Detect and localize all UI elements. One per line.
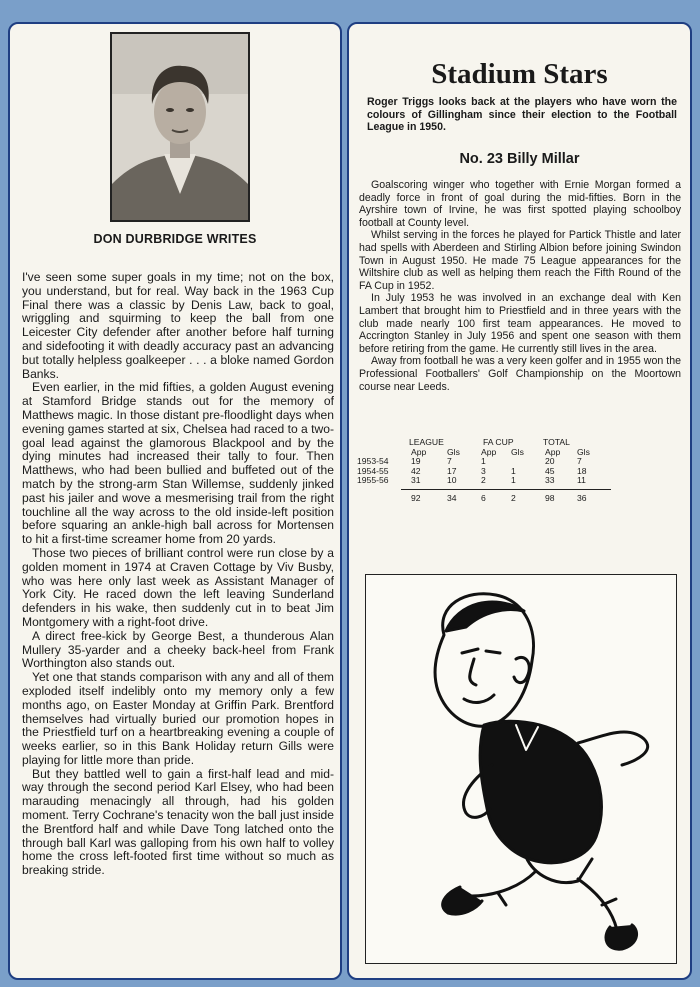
total-value: 34 — [447, 492, 457, 503]
totals-rule — [401, 489, 611, 490]
season: 1955-56 — [357, 475, 389, 486]
subhead: Gls — [577, 446, 590, 457]
stat-value: 20 — [545, 456, 555, 467]
stat-value: 3 — [481, 465, 486, 476]
subhead: Gls — [511, 446, 524, 457]
stat-value: 45 — [545, 465, 555, 476]
bio-paragraph: Goalscoring winger who together with Ernie Morgan formed a deadly force in front of goal during the mid-fifties. Born in the Ayrshire town of Irvine, he was first spotted playing schoolboy football at County level. — [359, 179, 681, 229]
column-paragraph: Those two pieces of brilliant control were run close by a golden moment in 1974 at Craven Cottage by Viv Busby, who was here only last week as Assistant Manager of York City. He raced down the left leaving Sunderland defenders in his wake, then suddenly cut in to beat Jim Montgomery with a right-foot drive. — [22, 545, 334, 629]
column-paragraph: Even earlier, in the mid fifties, a golden August evening at Stamford Bridge stands out for the memory of Matthews magic. In those distant pre-floodlight days when evening games started at six, Chelsea had raced to a two-goal lead against the glamorous Blackpool and by the dying minutes had increased their tally to four. Then Matthews, who had been bullied and buffeted out of the match by the strong-arm Stan Willemse, suddenly jinked past his jailer and wove a mesmerising trail from the right touchline all the way across to the old inside-left position before squaring an ankle-high ball across for Mortensen to hit a first-time screamer home from 20 yards. — [22, 380, 334, 547]
subhead: Gls — [447, 446, 460, 457]
stat-value: 1 — [511, 475, 516, 486]
stadium-stars-panel — [347, 22, 692, 980]
season: 1953-54 — [357, 456, 389, 467]
bio-paragraph: Away from football he was a very keen golfer and in 1955 won the Professional Footballers' Golf Championship on the Moortown course near Leeds. — [359, 355, 681, 393]
stat-value: 19 — [411, 456, 421, 467]
stat-value: 33 — [545, 475, 555, 486]
columnist-byline: DON DURBRIDGE WRITES — [93, 232, 257, 246]
player-heading: No. 23 Billy Millar — [459, 151, 580, 167]
stats-row — [357, 457, 687, 467]
columnist-panel — [8, 22, 342, 980]
group-fa-cup: FA CUP — [483, 437, 514, 447]
subhead: App — [545, 446, 561, 457]
stat-value: 31 — [411, 475, 421, 486]
total-value: 98 — [545, 492, 555, 503]
stat-value: 7 — [447, 456, 452, 467]
stat-value: 11 — [577, 475, 586, 486]
stats-subheader — [357, 448, 687, 458]
total-value: 6 — [481, 492, 486, 503]
stat-value: 17 — [447, 465, 457, 476]
column-paragraph: But they battled well to gain a first-half lead and mid-way through the second period Karl Elsey, who had been marauding menacingly all through, had his golden moment. Terry Cochrane's tenacity won the ball just inside the Brentford half and while Dave Tong latched onto the through ball Karl was galloping from his own half to volley home the cross left-footed first time without so much as breaking stride. — [22, 766, 334, 878]
season: 1954-55 — [357, 465, 389, 476]
stat-value: 1 — [481, 456, 486, 467]
column-paragraph: A direct free-kick by George Best, a thunderous Alan Mullery 35-yarder and a cheeky back-heel from Frank Worthington also stands out. — [22, 628, 334, 671]
total-value: 2 — [511, 492, 516, 503]
player-biography — [359, 179, 681, 393]
subhead: App — [411, 446, 427, 457]
stats-row — [357, 467, 687, 477]
columnist-photo — [110, 32, 250, 222]
group-total: TOTAL — [543, 437, 570, 447]
stats-totals-row — [357, 494, 687, 504]
total-value: 36 — [577, 492, 587, 503]
column-paragraph: I've seen some super goals in my time; not on the box, you understand, but for real. Way back in the 1963 Cup Final there was a classic by Denis Law, back to goal, wriggling and squirming to keep the ball from one Leicester City defender after another before half turning and sidefooting it with deadly accuracy past an advancing but totally helpless goalkeeper . . . a bloke named Gordon Banks. — [22, 270, 334, 381]
feature-title: Stadium Stars — [431, 58, 608, 90]
column-body — [22, 271, 334, 878]
career-stats-table — [357, 438, 687, 504]
stat-value: 42 — [411, 465, 421, 476]
subhead: App — [481, 446, 497, 457]
stat-value: 2 — [481, 475, 486, 486]
stats-row — [357, 476, 687, 486]
column-paragraph: Yet one that stands comparison with any and all of them exploded itself indelibly onto my memory only a few months ago, on Easter Monday at Griffin Park. Brentford themselves had virtually buried our promotion hopes in the Priestfield turf on a heartbreaking evening a couple of weeks earlier, so in this Bank Holiday return Gills were playing for little more than pride. — [22, 670, 334, 767]
player-caricature — [365, 574, 677, 964]
feature-standfirst: Roger Triggs looks back at the players who have worn the colours of Gillingham since their election to the Football League in 1950. — [367, 96, 677, 133]
bio-paragraph: In July 1953 he was involved in an exchange deal with Ken Lambert that brought him to Priestfield and in three years with the club made nearly 100 first team appearances. He moved to Accrington Stanley in July 1956 and spent one season with them before retiring from the game. He currently still lives in the area. — [359, 292, 681, 355]
stat-value: 7 — [577, 456, 582, 467]
total-value: 92 — [411, 492, 421, 503]
bio-paragraph: Whilst serving in the forces he played for Partick Thistle and later had spells with Aberdeen and Stirling Albion before joining Swindon Town in August 1950. He made 75 League appearances for the Wiltshire club as well as helping them reach the Fifth Round of the FA Cup in 1952. — [359, 229, 681, 292]
stat-value: 10 — [447, 475, 457, 486]
stat-value: 1 — [511, 465, 516, 476]
group-league: LEAGUE — [409, 437, 444, 447]
stat-value: 18 — [577, 465, 587, 476]
